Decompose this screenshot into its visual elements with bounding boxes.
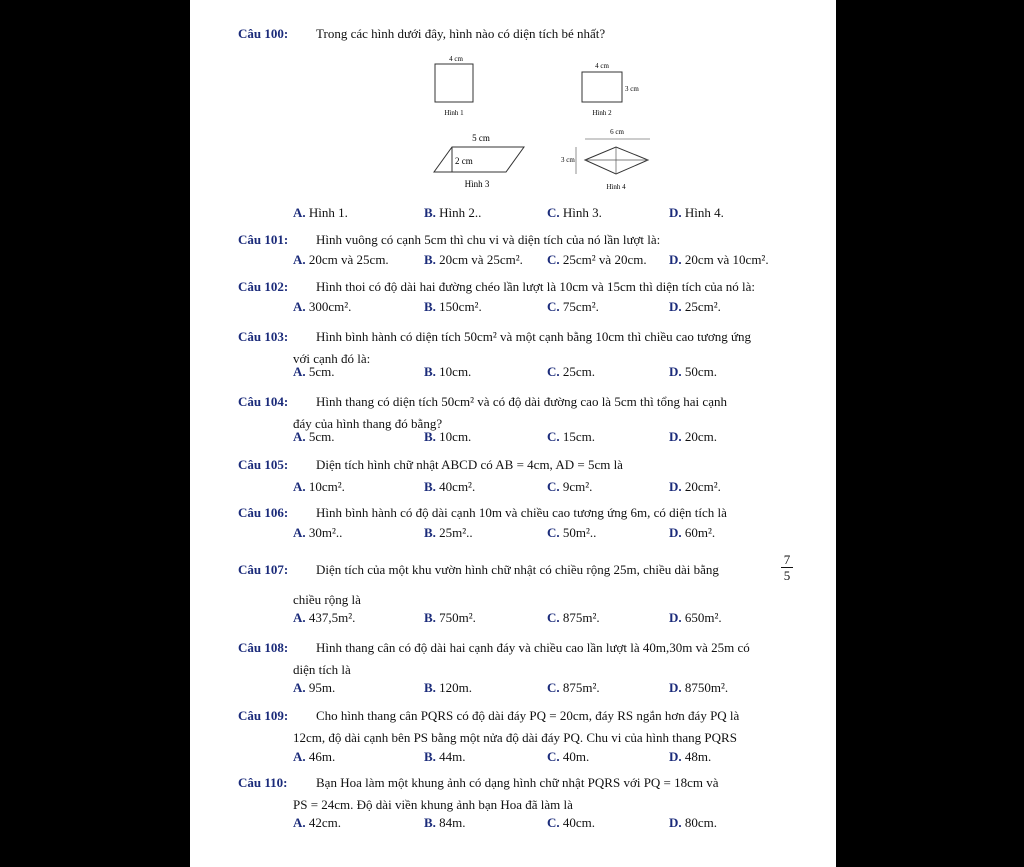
question-text: Hình vuông có cạnh 5cm thì chu vi và diện tích của nó lần lượt là: <box>316 232 661 247</box>
question-109 <box>238 706 798 747</box>
question-text-continued: diện tích là <box>293 662 351 677</box>
figure-4-side-label: 3 cm <box>561 156 575 164</box>
option-d: D. 80cm. <box>669 815 718 830</box>
question-number: Câu 107: <box>238 562 289 577</box>
question-text-continued: đáy của hình thang đó bằng? <box>293 416 443 431</box>
option-a: A. Hình 1. <box>293 205 348 220</box>
option-b: B. 44m. <box>424 749 466 764</box>
option-a: A. 5cm. <box>293 429 335 444</box>
option-b: B. 84m. <box>424 815 466 830</box>
figure-2-side-label: 3 cm <box>625 85 639 93</box>
fraction-denominator: 5 <box>781 567 793 583</box>
option-d: D. 20cm. <box>669 429 718 444</box>
figure-2-rectangle <box>582 72 622 102</box>
option-c: C. Hình 3. <box>547 205 602 220</box>
question-text: Trong các hình dưới đây, hình nào có diện tích bé nhất? <box>316 26 606 41</box>
option-d: D. 48m. <box>669 749 712 764</box>
option-b: B. 150cm². <box>424 299 482 314</box>
question-text: Bạn Hoa làm một khung ảnh có dạng hình chữ nhật PQRS với PQ = 18cm và <box>316 775 719 790</box>
figure-3-height-label: 2 cm <box>455 156 473 166</box>
option-b: B. 10cm. <box>424 429 472 444</box>
options-100 <box>293 205 813 224</box>
question-text-continued: 12cm, độ dài cạnh bên PS bằng một nửa độ dài đáy PQ. Chu vi của hình thang PQRS <box>293 730 737 745</box>
options-108 <box>293 680 813 699</box>
figure-1-caption: Hình 1 <box>444 109 464 117</box>
question-text: Hình thoi có độ dài hai đường chéo lần lượt là 10cm và 15cm thì diện tích của nó là: <box>316 279 756 294</box>
question-105 <box>238 455 798 474</box>
fraction-numerator: 7 <box>783 552 791 567</box>
option-c: C. 40cm. <box>547 815 596 830</box>
options-104 <box>293 429 813 448</box>
option-a: A. 300cm². <box>293 299 352 314</box>
option-a: A. 10cm². <box>293 479 345 494</box>
question-number: Câu 109: <box>238 708 289 723</box>
option-c: C. 875m². <box>547 610 600 625</box>
option-d: D. 50cm. <box>669 364 718 379</box>
options-109 <box>293 749 813 768</box>
question-text-continued: PS = 24cm. Độ dài viền khung ảnh bạn Hoa đã làm là <box>293 797 573 812</box>
figures-question-100 <box>190 0 836 200</box>
question-108 <box>238 638 798 679</box>
option-b: B. 750m². <box>424 610 476 625</box>
figure-3-parallelogram <box>434 147 524 172</box>
question-text: Diện tích hình chữ nhật ABCD có AB = 4cm, AD = 5cm là <box>316 457 623 472</box>
options-105 <box>293 479 813 498</box>
question-text-continued: chiều rộng là <box>293 592 361 607</box>
question-102 <box>238 277 798 296</box>
question-number: Câu 104: <box>238 394 289 409</box>
figure-3-caption: Hình 3 <box>464 179 490 189</box>
question-number: Câu 100: <box>238 26 289 41</box>
question-text: Cho hình thang cân PQRS có độ dài đáy PQ = 20cm, đáy RS ngắn hơn đáy PQ là <box>316 708 740 723</box>
question-103 <box>238 327 798 368</box>
option-b: B. 10cm. <box>424 364 472 379</box>
option-a: A. 46m. <box>293 749 336 764</box>
option-a: A. 20cm và 25cm. <box>293 252 389 267</box>
option-d: D. 60m². <box>669 525 716 540</box>
options-102 <box>293 299 813 318</box>
document-page <box>190 0 836 867</box>
question-number: Câu 106: <box>238 505 289 520</box>
figure-2-top-label: 4 cm <box>595 62 609 70</box>
figure-4-top-label: 6 cm <box>610 128 624 136</box>
question-110 <box>238 773 798 814</box>
figure-2-caption: Hình 2 <box>592 109 612 117</box>
option-d: D. 25cm². <box>669 299 721 314</box>
question-text: Hình thang có diện tích 50cm² và có độ dài đường cao là 5cm thì tổng hai cạnh <box>316 394 727 409</box>
option-c: C. 15cm. <box>547 429 596 444</box>
question-number: Câu 103: <box>238 329 289 344</box>
option-c: C. 25cm² và 20cm. <box>547 252 647 267</box>
options-101 <box>293 252 813 271</box>
figure-3-top-label: 5 cm <box>472 133 490 143</box>
option-b: B. 20cm và 25cm². <box>424 252 523 267</box>
option-c: C. 75cm². <box>547 299 599 314</box>
option-d: D. 650m². <box>669 610 722 625</box>
question-text: Hình thang cân có độ dài hai cạnh đáy và chiều cao lần lượt là 40m,30m và 25m có <box>316 640 750 655</box>
option-d: D. 20cm và 10cm². <box>669 252 769 267</box>
question-text-continued: với cạnh đó là: <box>293 351 371 366</box>
options-110 <box>293 815 813 834</box>
figure-1-square <box>435 64 473 102</box>
question-104 <box>238 392 798 433</box>
options-106 <box>293 525 813 544</box>
option-b: B. 120m. <box>424 680 473 695</box>
option-c: C. 50m².. <box>547 525 597 540</box>
option-c: C. 875m². <box>547 680 600 695</box>
figure-4-caption: Hình 4 <box>606 183 626 191</box>
question-number: Câu 101: <box>238 232 289 247</box>
option-a: A. 5cm. <box>293 364 335 379</box>
options-107 <box>293 610 813 629</box>
option-b: B. 40cm². <box>424 479 476 494</box>
option-a: A. 95m. <box>293 680 336 695</box>
option-a: A. 437,5m². <box>293 610 356 625</box>
option-a: A. 30m².. <box>293 525 343 540</box>
figure-1-top-label: 4 cm <box>449 55 463 63</box>
options-103 <box>293 364 813 383</box>
option-d: D. 8750m². <box>669 680 729 695</box>
option-c: C. 9cm². <box>547 479 593 494</box>
question-101 <box>238 230 798 249</box>
option-c: C. 40m. <box>547 749 590 764</box>
question-number: Câu 110: <box>238 775 288 790</box>
option-b: B. 25m².. <box>424 525 473 540</box>
question-text: Hình bình hành có độ dài cạnh 10m và chiều cao tương ứng 6m, có diện tích là <box>316 505 727 520</box>
option-a: A. 42cm. <box>293 815 342 830</box>
question-text: Hình bình hành có diện tích 50cm² và một cạnh bằng 10cm thì chiều cao tương ứng <box>316 329 751 344</box>
question-106 <box>238 503 798 522</box>
question-number: Câu 102: <box>238 279 289 294</box>
question-text: Diện tích của một khu vườn hình chữ nhật có chiều rộng 25m, chiều dài bằng <box>316 562 719 577</box>
option-d: D. Hình 4. <box>669 205 724 220</box>
option-c: C. 25cm. <box>547 364 596 379</box>
option-d: D. 20cm². <box>669 479 721 494</box>
fraction-7-5 <box>781 552 793 583</box>
figure-4-rhombus <box>585 147 648 174</box>
question-number: Câu 105: <box>238 457 289 472</box>
question-number: Câu 108: <box>238 640 289 655</box>
question-107 <box>238 560 798 609</box>
option-b: B. Hình 2.. <box>424 205 482 220</box>
